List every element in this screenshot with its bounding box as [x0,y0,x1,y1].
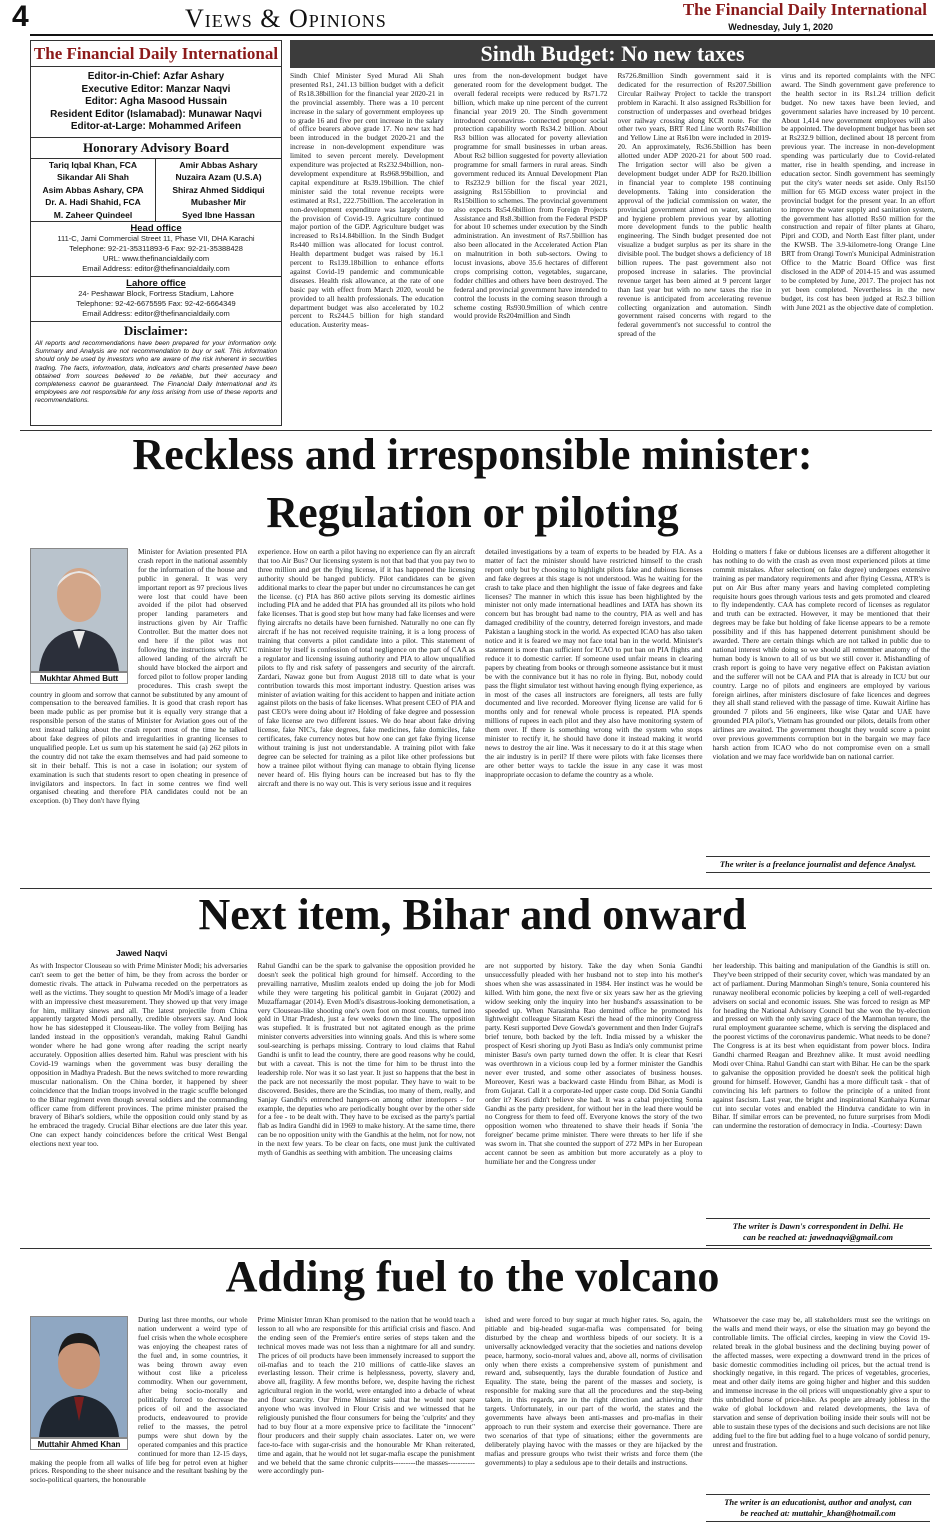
article1-column [713,548,931,884]
article1-column-text: Minister for Aviation presented PIA crash report in the national assembly for the information of the house and public in general. It was very important report as 97 precious lives were lost that could have been avoided if the pilot had observed proper landing parameters and instructions given by Air Traffic Controller. But the matter does not end here if the pilot was not following the instructions why ATC allowed landing of the aircraft he should have blocked the airport and forced pilot to follow proper landing procedures. This crash swept the country in gloom and sorrow that cannot be substituted by any amount of compensation to the bereaved families. It is good that crash report has been made public as per promise but it is equally very strange that a responsible person of the status of Minister for Aviation goes out of the text instead talking about the crash report most of the time he talked about fake degrees of pilots and irregularities in granting licenses to unqualified people. Let us sum up his statement he said (a) 262 pilots in the country did not take the exam themselves and had paid someone to sit in their behalf. This is not a case in isolation; our system of examination is such that students resort to open cheating in presence of invigilators and inspectors. In fact in some centres we find well organised cheating and therefore PIA candidates could not be an exception. (b) They don't have flying [30,548,248,806]
article2-column-text: her leadership. This baiting and manipulation of the Gandhis is still on. They've been stripped of their security cover, which was mandated by an act of parliament. During Manmohan Singh's tenure, Sonia countered his runaway neoliberal economic policies by keeping a cell of well-regarded advisers on social and economic issues. She was forced to resign as MP for heading the National Advisory Council but she won the by-election and pressed on with the only saving grace of the Manmohan tenure, the rural employment guarantee scheme, which is serving the displaced and the poorest victims of the coronavirus pandemic. What needs to be done? The Congress is at its best when equidistant from power blocs. Indira Gandhi charmed Reagan and Brezhnev alike. It must avoid needling Modi over China. Rahul Gandhi can start with Bihar. He can be the spark to galvanise the opposition provided he doesn't seek the political high ground for himself. However, Gandhi has a more difficult task - that of convincing his left partners to follow the principle of a united front against fascism. Last year, the bright and inspirational Kanhaiya Kumar cut into secular votes and enabled the Hindutva candidate to win in Bihar. If similar errors can be prevented, no future surprises from Modi can undermine the restoration of democracy in India. -Courtesy: Dawn [712,962,930,1131]
lahore-office-title: Lahore office [126,278,186,289]
editorial-body [290,72,935,426]
disclaimer-title: Disclaimer: [123,323,189,338]
disclaimer-text: All reports and recommendations have been prepared for your information only. Summary and Analysis are not recommendation to buy or sell. This information should only be used by investors who are aware of the risk inherent in securities trading. The facts, information, data, indicators and charts presented have been obtained from sources believed to be reliable, but their accuracy and completeness cannot be guaranteed. The Financial Daily International and its employees are not responsible for any loss arising from use of these reports and recommendations. [35,340,277,405]
article2-headline: Next item, Bihar and onward [198,890,747,939]
article3-column-text: Whatsoever the case may be, all stakeholders must see the writings on the walls and mend their ways, or else the situation may go beyond the controllable limits. The official circles, keeping in view the Covid 19-related break in the global business and the declining buying power of the affected masses, were expecting a downward trend in the prices of basic domestic commodities including oil prices, but the actual trend is shockingly negative, in this regard. The prices of vegetables, groceries, meat and other daily items are going higher and higher and this sudden and immense increase in the oil prices will unquestionably give a spur to this unbridled horse of price-hike. As people are already jobless in the wake of global lockdown and related developments, the lava of starvation and sense of deprivation boiling inside their souls will not be able to sustain these types of the decisions and such decisions are not like adding fuel to the fire but adding fuel to a huge volcano of sordid penury, unrest and frustration. [712,1316,930,1449]
article2-column: Rahul Gandhi can be the spark to galvanise the opposition provided he doesn't seek the political high ground for himself. According to the prevailing narrative, Muslim zealots ended up doing the job for Modi while they were targeting his political gambit in Gujarat (2002) and Muzaffarnagar (2014). Even Modi's disastrous-looking demonetisation, a very Clouseau-like shooting one's own foot on most counts, turned into gold in Uttar Pradesh, just a few weeks down the line. The opposition was stupefied. It is frustrated but not agitated enough as the prime minister converts adversities into winning goals. And this is where some soul-searching is perhaps missing. Contrary to loud claims that Rahul Gandhi is unfit to lead the country, there are good reasons why he could, but with a caveat. This is not the time for him to be thrust into the leadership role. Nor was it so last year. It just so happens that the best in the pack are not necessarily the most popular. They have to wait to be discovered. Besides, there are the Scindias, too many of them, really, and Sanjay Gandhi's entrenched hangers-on among other interlopers - for example, the deputies who are periodically bought over by the other side for a fee - to be dealt with. They have to be excised as the party's partial flab as Indira Gandhi did in 1969 to make history. At the same time, there can be no opposition unity with the Gandhis at the helm, not for now, not in the next few years. To be clear on facts, one must junk the cultivated myth of Gandhis as seething with ambition. The unceasing claims [257,962,475,1158]
head-office-line: 111-C, Jami Commercial Street 11, Phase VII, DHA Karachi [57,234,255,243]
article1-column: experience. How on earth a pilot having no experience can fly an aircraft that too Air Bus? Our licensing system is not that bad that you pay two to three million and get the flying license, if it has happened the licensing authority should be hanged publicly. Pilot candidates can be given additional marks to clear the paper but under no circumstances he can get the license. (c) PIA has 860 active pilots serving its domestic airlines including PIA and he added that PIA has grounded all its pilots who hold fake licenses. That is good step but how many had fake licenses and were flying aircrafts no details have been furnished. Naturally no one can fly aircraft if he has not received requisite training, it is a long process of training that converts a pilot candidate into a pilot. This statement of minister by itself is confession of total negligence on the part of CAA as a regulator and licensing issuing authority and PIA to allow unqualified pilots to fly and risk safety of passengers and security of the aircraft. Zardari, Nawaz gone but from August 2018 till to date what is your contribution towards this most important industry. Question arises was minister of aviation waiting for this accident to happen and initiate action against pilots on the basis of fake licenses. What present CEO of PIA and past CEO's were doing about it? Holding of fake degree and possession of fake license are two different issues. We do hear about fake driving license, fake NIC's, fake degrees, fake medicines, fake domiciles, fake certificates, fake currency notes but how one can get fake flying license without training is just not understandable. A training pilot with fake degree can be selected for training as a pilot like other professions but how a trainee pilot without flying can manage to obtain flying license never heard of. His flying hours can be increased but has to fly the aircraft and there is no way out. This is very serious issue and it requires [257,548,475,788]
advisor: Syed Ibne Hassan [182,209,255,220]
article3-column: ished and were forced to buy sugar at much higher rates. So, again, the pitiable and big-headed sugar-mafia was compensated for being disturbed by the cheap and worthless bipeds of our society. It is a universally acknowledged veracity that the societies and nations develop peace, harmony, socio-moral values and, above all, norms of civilisation only when there exists a comprehensive system of punishment and reward and, subsequently, lays the durable foundation of Justice and Equality. The state, being the parent of the masses and society, is responsible for making sure that all the procedures and the step-being taken, in this regards, are in the right direction and achieving their targets. Unfortunately, in our part of the world, the states and the governments have always been anti-masses and pro-mafias in their approach to run their system and exercise their governance. There are two scenarios of that type of situations; either the governments are deliberately playing havoc with the masses or they are hijacked by the mafias and pressure groups who twist their wrists and force them (the governments) to play a sedulous ape to their details and instructions. [485,1316,703,1467]
staff-role: Executive Editor: Manzar Naqvi [81,83,231,95]
article3-column: Prime Minister Imran Khan promised to the nation that he would teach a lesson to all who are responsible for this artificial crisis and fiasco. And the ending seen of the Premier's entire series of steps taken and the technical moves made was not less than a nightmare for all and sundry. The prices of oil products have been immensely increased to support the oil-mafias and to teach the 210 millions of cattle-like slaves an everlasting lesson. Their crime is helplessness, poverty, slavery and, above all, fragility. A few months before, we, despite having the richest agricultural region in the world, were entangled into a debacle of wheat and flour scarcity. Our Prime Minister said that he would not spare anyone who was involved in Flour Crisis and we witnessed that he religiously punished the flour consumers for being the 'culprits' and they had to buy flour at a more expensive price to facilitate the "innocent" flour producers and their supply chain associates. Later on, we were face-to-face with sugar-crisis and the honourable Mr Khan reiterated, time and again, that he would not let sugar-mafia escape the punishment and we beheld that the same chronic culprits---------the masses-----------were accordingly pun- [257,1316,475,1476]
head-office-title: Head office [130,223,182,234]
masthead-rule [30,34,933,36]
staff-roles [31,67,281,138]
staff-role: Editor-in-Chief: Azfar Ashary [87,71,225,82]
article2-column: are not supported by history. Take the day when Sonia Gandhi unsuccessfully pleaded with her husband not to step into his mother's shoes when she was assassinated in 1984. Her instinct was he would be killed. With him gone, the next five or six years saw her as the grieving widow seeking only the inquiry into her husband's assassination to be speeded up. When Narasimha Rao demitted office he promoted his lightweight colleague Sitaram Kesri the head of the minority Congress party. Kesri supported Deve Gowda's government and then Inder Gujral's brief tenure, both backed by the left. India missed by a whisker the prospect of Kesri shoring up Jyoti Basu as India's only communist prime minister Basu's own party turned down the offer. It is clear that Kesri was overthrown in a vicious coup led by a former minister the Gandhis never ever trusted, and some other associates of business houses. Moreover, Kesri was a backward caste Hindu from Bihar, as Modi is from Gujarat. Call it a corporate-led upper caste coup. Did Sonia Gandhi order it? Kesri didn't believe she had. It was a cabal projecting Sonia Gandhi as the party president, for without her in the lead there would be no Congress for them to feed off. Everyone knows the story of the two opposition women who threatened to shave their heads if Sonia 'the foreigner' became prime minister. There were threats to her life if she was sworn in. That she counted the support of 272 MPs in her European accent cannot be seen as ambition but more accurately as a ploy to humiliate her and the Congress under [485,962,703,1166]
editorial-column: ures from the non-development budget have generated room for the development budget. The overall federal receipts were reduced by Rs71.72 billion, which make up nine percent of the current financial year 2019 20. The Sindh government introduced coronavirus- connected propoor social protection capability worth Rs34.2 billion. About Rs3 billion was allocated for poverty alleviation programme for small businesses in urban areas. About Rs2 billion suggested for poverty alleviation programme for small farmers in rural areas. Sindh government reduced its Annual Development Plan to Rs232.9 billion for the fiscal year 2021, assigning Rs155billion to provincial and Rs15billion to schemes. The provincial government also expects Rs54.6billion from Foreign Projects Assistance and Rs8.3billion from the Federal PSDP for about 10 schemes under execution by the Sindh administration. An investment of Rs7.5billion has also been allocated in the Accelerated Action Plan on malnutrition in both sub-sectors. Owing to locust invasions, above 35.6 hectares of different crops comprising cotton, vegetables, sugarcane, fodder chillies and others have been destroyed. The federal and provincial government have intended to control the locusts in the coming season through a scheme costing Rs930.9million of which centre would provide Rs204million and Sindh [453,72,608,321]
head-office-line: URL: www.thefinancialdaily.com [102,254,210,263]
editorial-column: Sindh Chief Minister Syed Murad Ali Shah presented Rs1, 241.13 billion budget with a deficit of Rs18.38billion for the financial year 2020-21 in the provincial assembly. There was a 10 percent increase in the salary of government employees up to grade 16 and five per cent increase in the salary of office bearers above grade 17. No new tax had been introduced in the budget 2020-21 and the increase in non-development expenditure was limited to seven percent merely. Development expenditure was projected at Rs232.94billion, non-development expenditure at Rs968.99billion, and capital expenditure at Rs39.19billion. The chief minister said the total revenue receipts were estimated at Rs1, 222.75billion. The acceleration in non-development expenditure was largely due to the provision of Covid-19. Agriculture continued major portion of the GDP. Agriculture budget was increased to Rs14.84billion. In the Sindh Budget Rs440 million was allocated for locust control. Health department budget was raised by 16.1 percent to Rs139.18billion to enhance efforts against Covid-19 pandemic and communicable diseases. Health risk allowance, at the rate of one basic pay with effect from March 2020, would be provided to all health professionals. The education department budget was also accelerated by 10.2 percent to Rs244.5 billion for high standard education. Austerity meas- [290,72,444,330]
editorial-column: virus and its reported complaints with the NFC award. The Sindh government gave preference to the health sector in its Rs1.24 trillion deficit budget. No new taxes have been levied, and government salaries have increased by 10 percent. About 1,414 new government employees will also be appointed. The development budget has been set at Rs232.9 billion, declined about 18 percent from previous year. The increase in non-development spending was particularly due to Covid-related matter, rise in health spending, and increase in education sector. Sindh government has seemingly put the city's water needs set aside. Only Rs150 million for 65 MGD excess water project in the provincial budget for the present year. In an effort to improve the water supply and sanitation system, the government has allotted Rs50 million for the construction and repair of filter plants at Gharo, Pipri and COD, and North East filter plant, under the KWSB. The 3.9-kilometre-long Orange Line BRT from Orangi Town's Municipal Administration Office to the Matric Board Office was first disclosed in the ADP of 2014-15 and was assumed to be completed by June, 2017. The project has not yet been completed. Nevertheless in the new budget, its cost has been judged at Rs2.3 billion with June 2021 as the objective date of completion. [781,72,935,312]
author-note [706,1218,930,1246]
masthead [0,0,945,36]
article3-body [30,1316,930,1516]
lahore-office-line: 24- Peshawar Block, Fortress Stadium, Lahore [78,289,234,298]
article1-column-text: Holding o matters f fake or dubious licenses are a different altogether it has nothing to do with the crash as even most experienced pilots at time commit mistakes. After selection( on fake degree) undergoes extensive training as per mandatory requirements and after flying Cessna, ATR's is put on Air Bus after many years and having completed completing requisite hours goes through various tests and gets promoted and cleared to fly independently. CAA has complete record of licenses as regulator and truth can be extracted. However, it may be mentioned that their degrees may be fake but holding of fake license appears to be a remote possibility and if this has happened deterrent punishment should be awarded. There are certain things which are not talked in public due to national interest while doing so we should all remember anatomy of the human body is known to all of us but we still cover it. Mishandling of crash report is going to have very negative effect on Pakistan aviation and the sufferer will not be CAA and PIA that is already in ICU but our country. Large no of pilots and engineers are employed by various foreign airlines, after ministers disclosure of fake licences and degrees they all shall stand relieved with the passage of time. Kuwait Airline has grounded 7 pilots and 56 engineers, like wise Qatar and UAE have grounded PIA pilot's, Vietnam has grounded our pilots, details from other airlines are awaited. The government thought they would score a point over previous governments corruption but in the bargain we may face harsh action from ICAO who do not compromise even on a small violation and we may face worldwide ban on national carrier. [712,548,930,761]
advisor: Tariq Iqbal Khan, FCA [31,159,156,172]
head-office [31,222,281,277]
advisor: Nuzaira Azam (U.S.A) [175,172,262,182]
section-title: Views & Opinions [185,4,387,33]
advisory-grid [31,159,281,223]
author-caption: Mukhtar Ahmed Butt [30,672,128,684]
article1-column [30,548,248,884]
author-note-line: be reached at: muttahir_khan@hotmail.com [740,1508,896,1518]
staff-role: Editor: Agha Masood Hussain [85,96,227,107]
advisor: Mubasher Mir [190,197,247,207]
author-note-line: can be reached at: jawednaqvi@gmail.com [743,1232,893,1242]
section-divider [20,1248,932,1249]
author-note-line: The writer is Dawn's correspondent in Delhi. He [732,1221,904,1231]
article1-body [30,548,930,884]
article2-body [30,962,930,1242]
author-note-line: The writer is an educationist, author and analyst, can [724,1497,912,1507]
head-office-line: Telephone: 92-21-35311893-6 Fax: 92-21-35388428 [69,244,243,253]
head-office-line: Email Address: editor@thefinancialdaily.com [82,264,230,273]
lahore-office [31,277,281,322]
advisor: Sikandar Ali Shah [31,171,156,184]
paper-name: The Financial Daily International [682,0,927,19]
advisor: Dr. A. Hadi Shahid, FCA [31,196,156,209]
article1-headline-line2: Regulation or piloting [266,488,679,537]
author-caption: Muttahir Ahmed Khan [30,1438,128,1450]
staff-title: The Financial Daily International [31,41,281,67]
advisor: Shiraz Ahmed Siddiqui [172,184,265,195]
article2-column [713,962,931,1242]
author-note: The writer is a freelance journalist and defence Analyst. [706,856,930,873]
advisory-title: Honorary Advisory Board [31,138,281,159]
staff-box [30,40,282,426]
editorial-title: Sindh Budget: No new taxes [290,40,935,68]
article3-headline: Adding fuel to the volcano [225,1252,720,1301]
staff-role: Resident Editor (Islamabad): Munawar Naqvi [50,108,262,120]
article3-column [30,1316,248,1516]
editorial-column: Rs726.8million Sindh government said it is dedicated for the resurrection of Rs207.5billion Circular Railway Project to tackle the transport problem in Karachi. It also assigned Rs3billion for construction of underpasses and overhead bridges over railway crossing along KCR route. For the other two years, BRT Red Line worth Rs74billion and Yellow Line at Rs61bn were included in 2019-20. An approximately, Rs36.5billion has been allotted under ADP 2020-21 for about 500 road. The Irrigation sector will also be given a development budget under ADP for Rs20.1billion in financial year to complete 198 continuing developments. Taking into consideration the approval of the judicial commission on water, the provincial government aimed on water, sanitation and hygiene problem previous year by allotting more development funds to the public health engineering. The Sindh budget presented doe not visualize a budget surplus as per its share in the divisible pool. The budget shows a deficiency of 18 billion rupees. The past government also not proposed increase in salaries. The provincial revenue target has been aimed at 9 percent larger than last year but with no new taxes the rise in revenue is anticipated from accelerating revenue collecting organization and automation. Sindh government raised concerns with regard to the federal government's not successful to control the spread of the [617,72,772,339]
article2-column: As with Inspector Clouseau so with Prime Minister Modi; his adversaries can't seem to get the better of him, be they from across the border or domestic rivals. The attack in Pulwama receded on the perpetrators as well as the victims. They sought to question Mr Modi's image of a leader with an impressive chest measurement. They showed up that very image for him, military sinews and all. The latest projectile from China apparently targeted Modi personally, credible observers say. And look how he has sidestepped it Clouseau-like. The volley from Beijing has landed instead in the opposition's verandah, making Rahul Gandhi wonder where he had gone wrong after reading the script nearly accurately. Opposition allies deserted him. Rahul was prescient with his Covid-19 warnings when the government was busy derailing the opposition in Madhya Pradesh. But the news switched to more rewarding muscular nationalism. On the China border, it happened by sheer coincidence that the Indian troops involved in the tragic scuffle belonged to the Bihar regiment even though several soldiers and the commanding officer came from different provinces. The prime minister praised the bravery of Bihar's soldiers, while the opposition could only stand by as he embraced the tragedy. Crucial Bihar elections are due later this year. One can expect handy coincidences before the critical West Bengal elections next year too. [30,962,248,1149]
author-note [706,1494,930,1522]
lahore-office-line: Email Address: editor@thefinancialdaily.com [82,309,230,318]
advisor: M. Zaheer Quindeel [31,209,156,222]
article1-column: detailed investigations by a team of experts to be headed by FIA. As a matter of fact the minister should have restricted himself to the crash report only but by choosing to highlight pilots fake and dubious licenses and fake degrees at this stage is not understood. Was he waiting for the crash to take place and then highlight the issue of fake degrees and fake licenses? The manner in which this issue has been highlighted by the minister not only made international headlines and IATA has shown its concern but has brought bad name to the country, PIA as well and has damaged credibility of the country, deterred foreign investors, and made Pakistan a laughing stock in the world. As expected ICAO has also taken notice and it is feared we may not face total ban in the world. Minister's statement is more than sufficient for ICAO to put ban on PIA flights and reduce it to domestic carrier. If someone used unfair means in clearing papers by cheating from books or through someone assistance but it must be with the connivance but it has no role in flying. But, nobody could pass the flight simulator test without having enough flying experience, as in most of the cases all instructors are foreigners, all tests are fully documented and live recorded. Moreover flying license are valid for 6 months only and for renewal whole process is repeated. PIA spends millions of rupees in each pilot and they also have monitoring system of them over. If there is something wrong with the system who stops minister to rectify it, he should have done it instead making it world news to destroy the air line. Was it necessary to do it at this stage when the air industry is in peril? If there were pilots with fake licenses there are other better ways to tackle the issue in any case it was most inappropriate occasion to defame the country as a whole. [485,548,703,779]
article3-column [713,1316,931,1516]
paper-date: Wednesday, July 1, 2020 [728,22,833,32]
staff-role: Editor-at-Large: Mohammed Arifeen [70,121,242,132]
article1-headline-line1: Reckless and irresponsible minister: [132,430,813,479]
page-number: 4 [12,0,29,33]
advisor: Amir Abbas Ashary [179,159,258,170]
lahore-office-line: Telephone: 92-42-6675595 Fax: 92-42-6664349 [76,299,236,308]
article3-column-text: During last three months, our whole nation underwent a weird type of fuel crisis when the whole ecosphere was enjoying the cheapest rates of the fuel and, in some countries, it was being thrown away even without cost like a priceless commodity. When our government, after being socio-morally and politically forced to decrease the prices of oil and the associated products, endeavoured to provide relief to the masses, the petrol pumps were shut down by the operated companies and this practice continued for more than 12-15 days, making the people from all walks of life beg for petrol even at higher prices. Responding to the sheer nuisance and the resultant bashing by the socio-political quarters, the honourable [30,1316,248,1485]
advisor: Asim Abbas Ashary, CPA [31,184,156,197]
article2-byline: Jawed Naqvi [116,948,168,958]
